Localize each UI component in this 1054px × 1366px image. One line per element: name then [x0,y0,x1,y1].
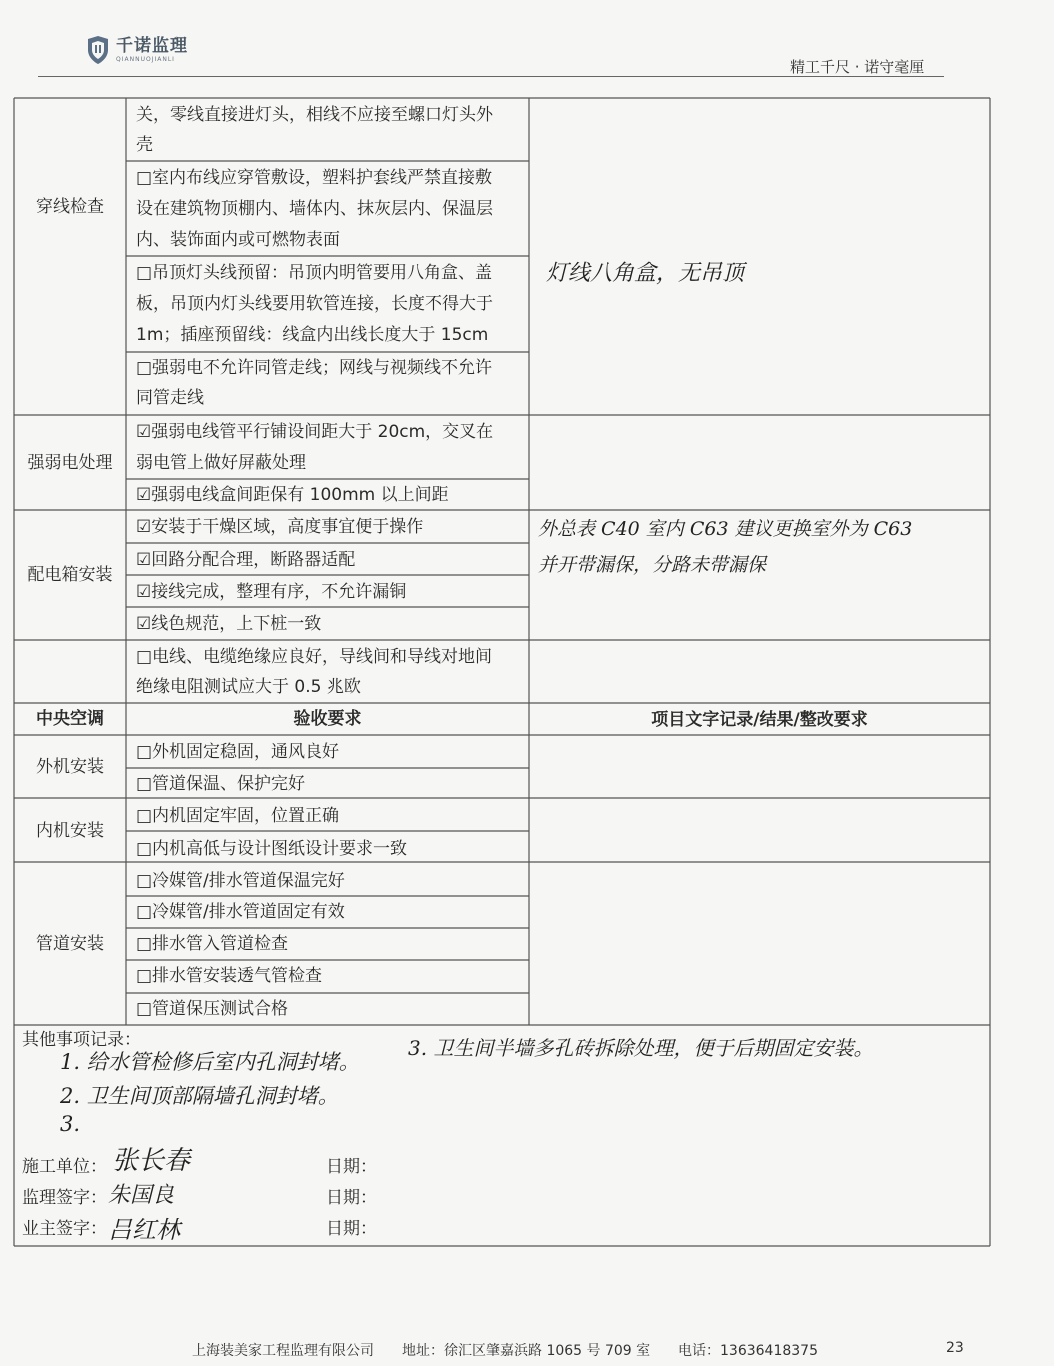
pipe-item-4: □排水管安装透气管检查 [136,966,323,986]
logo-pinyin: QIANNUOJIANLI [116,55,175,63]
wiring-item-3-line-1: □吊顶灯头线预留：吊顶内明管要用八角盒、盖 [136,263,493,283]
owner-signature: 吕红林 [108,1216,180,1244]
construction-date-label: 日期： [326,1157,377,1177]
strong-weak-item-1-line-1: ☑强弱电线管平行铺设间距大于 20cm，交叉在 [136,422,494,442]
pipe-item-3: □排水管入管道检查 [136,934,289,954]
wiring-item-2-line-3: 内、装饰面内或可燃物表面 [136,230,340,250]
indoor-item-2: □内机高低与设计图纸设计要求一致 [136,839,408,859]
wiring-item-2-line-1: □室内布线应穿管敷设，塑料护套线严禁直接敷 [136,168,493,188]
category-outdoor: 外机安装 [36,757,104,777]
strong-weak-item-1-line-2: 弱电管上做好屏蔽处理 [136,453,306,473]
category-pipe: 管道安装 [36,934,104,954]
other-notes-label: 其他事项记录： [22,1030,141,1050]
footer-company: 上海装美家工程监理有限公司 [192,1343,374,1359]
other-note-2: 2. 卫生间顶部隔墙孔洞封堵。 [60,1084,339,1108]
pipe-item-2: □冷媒管/排水管道固定有效 [136,902,345,922]
ac-header-record: 项目文字记录/结果/整改要求 [651,710,868,730]
wiring-item-1-line-2: 壳 [136,135,153,155]
panel-item-4: ☑线色规范，上下桩一致 [136,614,322,634]
wiring-item-3-line-3: 1m；插座预留线：线盒内出线长度大于 15cm [136,325,489,345]
supervision-date-label: 日期： [326,1188,377,1208]
shield-logo-icon [86,36,110,64]
wiring-item-4-line-1: □强弱电不允许同管走线；网线与视频线不允许 [136,358,493,378]
pipe-item-1: □冷媒管/排水管道保温完好 [136,871,345,891]
header-divider [38,76,944,77]
company-logo [86,36,188,64]
construction-unit-label: 施工单位： [22,1157,107,1177]
wiring-handwritten-note: 灯线八角盒，无吊顶 [546,261,745,286]
owner-date-label: 日期： [326,1219,377,1239]
outdoor-item-1: □外机固定稳固，通风良好 [136,742,340,762]
category-indoor: 内机安装 [36,821,104,841]
ac-header-category: 中央空调 [36,709,104,729]
outdoor-item-2: □管道保温、保护完好 [136,774,306,794]
insulation-item-line-2: 绝缘电阻测试应大于 0.5 兆欧 [136,677,361,697]
insulation-item-line-1: □电线、电缆绝缘应良好，导线间和导线对地间 [136,647,493,667]
indoor-item-1: □内机固定牢固，位置正确 [136,806,340,826]
wiring-item-3-line-2: 板，吊顶内灯头线要用软管连接，长度不得大于 [136,294,493,314]
pipe-item-5: □管道保压测试合格 [136,999,289,1019]
wiring-item-2-line-2: 设在建筑物顶棚内、墙体内、抹灰层内、保温层 [136,199,493,219]
wiring-item-4-line-2: 同管走线 [136,388,204,408]
wiring-item-1-line-1: 关，零线直接进灯头，相线不应接至螺口灯头外 [136,105,493,125]
category-strong-weak: 强弱电处理 [27,453,113,473]
category-wiring: 穿线检查 [36,197,104,217]
other-note-3: 3. [60,1112,81,1136]
supervision-signature: 朱国良 [108,1183,175,1208]
category-panel: 配电箱安装 [27,565,113,585]
panel-handwritten-note-line-1: 外总表 C40 室内 C63 建议更换室外为 C63 [538,518,913,540]
construction-signature: 张长春 [112,1146,191,1176]
other-note-1: 1. 给水管检修后室内孔洞封堵。 [60,1050,360,1074]
panel-item-3: ☑接线完成，整理有序，不允许漏铜 [136,582,407,602]
header-slogan: 精工千尺 · 诺守毫厘 [790,58,925,76]
logo-name: 千诺监理 [116,35,188,56]
footer-address: 地址：徐汇区肇嘉浜路 1065 号 709 室 [402,1343,651,1359]
strong-weak-item-2: ☑强弱电线盒间距保有 100mm 以上间距 [136,485,449,505]
panel-handwritten-note-line-2: 并开带漏保，分路未带漏保 [538,554,767,576]
owner-sign-label: 业主签字： [22,1219,107,1239]
ac-header-requirements: 验收要求 [293,709,362,729]
other-note-3-detail: 3. 卫生间半墙多孔砖拆除处理，便于后期固定安装。 [408,1036,874,1060]
panel-item-2: ☑回路分配合理，断路器适配 [136,550,356,570]
page-number: 23 [946,1340,964,1356]
panel-item-1: ☑安装于干燥区域，高度事宜便于操作 [136,517,424,537]
supervision-sign-label: 监理签字： [22,1188,107,1208]
footer-phone: 电话：13636418375 [678,1343,818,1359]
